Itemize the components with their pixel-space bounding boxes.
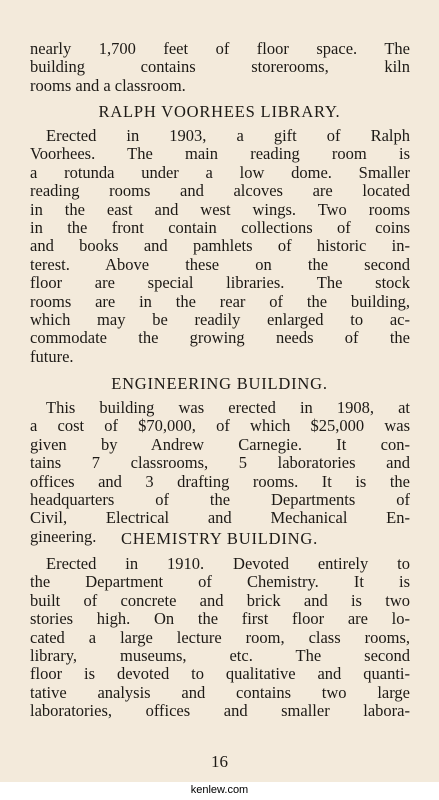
text-line: Erected in 1910. Devoted entirely to	[46, 554, 410, 573]
text-line: Civil, Electrical and Mechanical En-	[30, 508, 410, 528]
footer-bar	[0, 782, 439, 800]
text-line: gineering.	[30, 526, 97, 546]
text-line: building contains storerooms, kiln	[30, 57, 410, 77]
library-paragraph	[30, 127, 410, 366]
text-line: nearly 1,700 feet of floor space. The	[30, 39, 410, 58]
text-line: terest. Above these on the second	[30, 254, 410, 274]
section-heading-chemistry: CHEMISTRY BUILDING.	[120, 529, 318, 548]
text-line: reading rooms and alcoves are located	[30, 181, 410, 201]
text-line: headquarters of the Departments of	[30, 490, 410, 510]
watermark-text: kenlew.com	[190, 784, 249, 796]
text-line: laboratories, offices and smaller labora-	[30, 701, 410, 721]
section-heading-library: RALPH VOORHEES LIBRARY.	[98, 102, 341, 121]
text-line: Erected in 1903, a gift of Ralph	[46, 126, 410, 145]
text-line: commodate the growing needs of the	[30, 328, 410, 348]
text-line: a cost of $70,000, of which $25,000 was	[30, 416, 410, 436]
text-line: cated a large lecture room, class rooms,	[30, 627, 410, 647]
text-line: and books and pamhlets of historic in-	[30, 236, 410, 256]
text-line: given by Andrew Carnegie. It con-	[30, 434, 410, 454]
text-line: This building was erected in 1908, at	[46, 398, 410, 417]
intro-paragraph	[30, 40, 410, 95]
text-line: built of concrete and brick and is two	[30, 590, 410, 610]
text-line: in the front contain collections of coins	[30, 218, 410, 238]
engineering-paragraph	[30, 399, 410, 546]
text-line: floor are special libraries. The stock	[30, 273, 410, 293]
text-line: which may be readily enlarged to ac-	[30, 310, 410, 330]
text-line: future.	[30, 346, 74, 366]
text-line: rooms and a classroom.	[30, 75, 186, 95]
text-line: stories high. On the first floor are lo-	[30, 609, 410, 629]
text-line: in the east and west wings. Two rooms	[30, 199, 410, 219]
text-line: tative analysis and contains two large	[30, 682, 410, 702]
text-line: tains 7 classrooms, 5 laboratories and	[30, 453, 410, 473]
page-number: 16	[211, 752, 228, 771]
text-line: the Department of Chemistry. It is	[30, 572, 410, 592]
text-line: offices and 3 drafting rooms. It is the	[30, 471, 410, 491]
text-line: library, museums, etc. The second	[30, 646, 410, 666]
section-heading-engineering: ENGINEERING BUILDING.	[111, 374, 328, 393]
text-line: floor is devoted to qualitative and quanti-	[30, 664, 410, 684]
text-line: rooms are in the rear of the building,	[30, 291, 410, 311]
chemistry-paragraph	[30, 555, 410, 721]
text-line: a rotunda under a low dome. Smaller	[30, 162, 410, 182]
text-line: Voorhees. The main reading room is	[30, 144, 410, 164]
